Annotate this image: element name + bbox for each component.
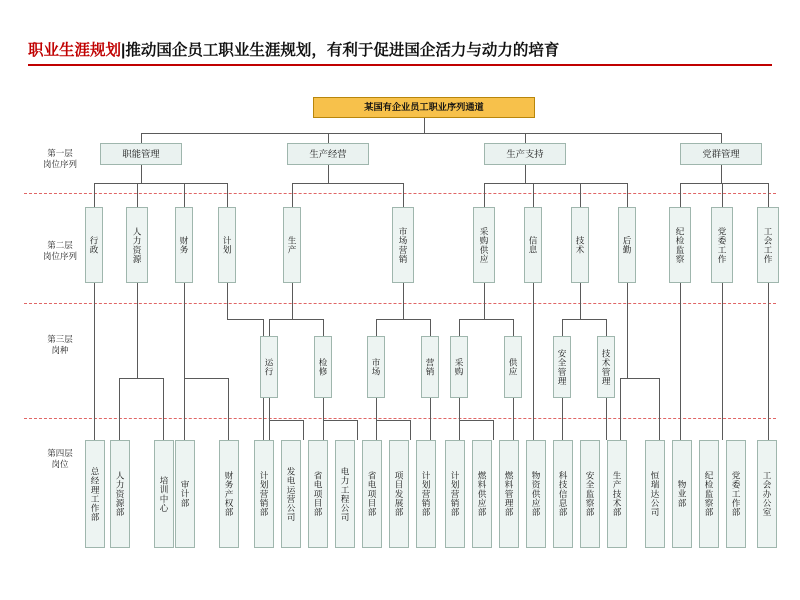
connector-l3-5-down <box>513 398 514 440</box>
level4-node-1[interactable]: 人力资源部 <box>110 440 130 548</box>
connector-to-l4-2 <box>163 378 164 440</box>
connector-l3-7-down <box>606 398 607 440</box>
level2-node-8[interactable]: 技术 <box>571 207 589 283</box>
level4-node-20[interactable]: 物业部 <box>672 440 692 548</box>
connector-l2-6-bus <box>459 319 513 320</box>
connector-l3-4-down <box>459 398 460 440</box>
connector-l2-4-down <box>292 283 293 319</box>
connector-l3-0-down <box>269 398 270 440</box>
connector-l1-1-down <box>328 165 329 183</box>
level-label-1: 第一层 岗位序列 <box>42 148 77 169</box>
page-title-highlight: 职业生涯规划 <box>28 42 122 59</box>
level3-node-0[interactable]: 运行 <box>260 336 278 398</box>
connector-l3-6-down <box>562 398 563 440</box>
connector-to-l2-2 <box>184 183 185 207</box>
level4-node-12[interactable]: 计划营销部 <box>445 440 465 548</box>
page-title-rest: 推动国企员工职业生涯规划，有利于促进国企活力与动力的培育 <box>125 42 560 59</box>
connector-l2-bus-d <box>680 183 768 184</box>
level2-node-0[interactable]: 行政 <box>85 207 103 283</box>
page-title <box>28 38 772 60</box>
connector-to-l2-6 <box>484 183 485 207</box>
connector-l2-1-bus <box>119 378 163 379</box>
level4-node-3[interactable]: 审计部 <box>175 440 195 548</box>
connector-l3-0-bus <box>269 420 303 421</box>
connector-l2-1-down <box>137 283 138 378</box>
page-title-separator: | <box>121 42 126 59</box>
connector-l2-9-bus <box>620 378 659 379</box>
level4-node-18[interactable]: 生产技术部 <box>607 440 627 548</box>
connector-to-l1-3 <box>721 133 722 143</box>
level4-node-17[interactable]: 安全监察部 <box>580 440 600 548</box>
connector-to-l3-1 <box>323 319 324 336</box>
level2-node-7[interactable]: 信息 <box>524 207 542 283</box>
level1-node-1[interactable]: 生产经营 <box>287 143 369 165</box>
connector-l2-7-pass <box>533 283 534 440</box>
connector-to-l3-4 <box>459 319 460 336</box>
level4-node-21[interactable]: 纪检监察部 <box>699 440 719 548</box>
level4-node-23[interactable]: 工会办公室 <box>757 440 777 548</box>
connector-to-l2-0 <box>94 183 95 207</box>
connector-to-l1-2 <box>525 133 526 143</box>
connector-to-l3-6 <box>562 319 563 336</box>
level3-node-4[interactable]: 采购 <box>450 336 468 398</box>
connector-l1-2-down <box>525 165 526 183</box>
level4-node-16[interactable]: 科技信息部 <box>553 440 573 548</box>
connector-to-l4-3 <box>184 378 185 440</box>
level4-node-19[interactable]: 恒瑞达公司 <box>645 440 665 548</box>
connector-to-l4-19 <box>620 378 621 440</box>
connector-l3-2-down <box>376 398 377 440</box>
connector-l2-2-down <box>184 283 185 378</box>
connector-to-l3-3 <box>430 319 431 336</box>
level-label-4: 第四层 岗位 <box>47 448 73 469</box>
connector-level1-bus <box>141 133 721 134</box>
connector-l2-bus-c <box>484 183 627 184</box>
connector-l2-bus-a <box>94 183 228 184</box>
level1-node-2[interactable]: 生产支持 <box>484 143 566 165</box>
connector-l2-0-pass <box>94 283 95 440</box>
connector-to-l2-5 <box>403 183 404 207</box>
connector-to-l3-5 <box>513 319 514 336</box>
connector-l3-1-down <box>323 398 324 440</box>
level2-node-10[interactable]: 纪检监察 <box>669 207 691 283</box>
level-label-3: 第三层 岗种 <box>47 334 73 355</box>
connector-to-l2-10 <box>680 183 681 207</box>
connector-l2-9-down <box>627 283 628 378</box>
level3-node-2[interactable]: 市场 <box>367 336 385 398</box>
level4-node-15[interactable]: 物资供应部 <box>526 440 546 548</box>
level1-node-0[interactable]: 职能管理 <box>100 143 182 165</box>
connector-to-l4-7 <box>303 420 304 440</box>
connector-to-l4-9 <box>357 420 358 440</box>
level4-node-0[interactable]: 总经理工作部 <box>85 440 105 548</box>
level4-node-10[interactable]: 项目发展部 <box>389 440 409 548</box>
connector-l2-11-pass <box>722 283 723 440</box>
title-underline <box>28 64 772 66</box>
connector-l3-3-down <box>430 398 431 440</box>
connector-root-down <box>424 117 425 133</box>
connector-to-l1-0 <box>141 133 142 143</box>
level4-node-13[interactable]: 燃料供应部 <box>472 440 492 548</box>
connector-to-l2-11 <box>722 183 723 207</box>
connector-l2-5-down <box>403 283 404 319</box>
level4-node-14[interactable]: 燃料管理部 <box>499 440 519 548</box>
connector-to-l3-0 <box>269 319 270 336</box>
connector-to-l4-14 <box>493 420 494 440</box>
level2-node-5[interactable]: 市场营销 <box>392 207 414 283</box>
level4-node-5[interactable]: 计划营销部 <box>254 440 274 548</box>
connector-to-l2-1 <box>137 183 138 207</box>
connector-l2-8-bus <box>562 319 606 320</box>
level4-node-9[interactable]: 省电项目部 <box>362 440 382 548</box>
level2-node-3[interactable]: 计划 <box>218 207 236 283</box>
connector-to-l2-7 <box>533 183 534 207</box>
connector-l2-6-down <box>484 283 485 319</box>
level2-node-1[interactable]: 人力资源 <box>126 207 148 283</box>
connector-l3-2-bus <box>376 420 410 421</box>
level3-node-6[interactable]: 安全管理 <box>553 336 571 398</box>
level3-node-3[interactable]: 营销 <box>421 336 439 398</box>
level2-node-11[interactable]: 党委工作 <box>711 207 733 283</box>
connector-l3-4-bus <box>459 420 493 421</box>
level3-node-5[interactable]: 供应 <box>504 336 522 398</box>
level2-node-4[interactable]: 生产 <box>283 207 301 283</box>
level2-node-12[interactable]: 工会工作 <box>757 207 779 283</box>
connector-to-l2-4 <box>292 183 293 207</box>
level4-node-22[interactable]: 党委工作部 <box>726 440 746 548</box>
connector-to-l2-8 <box>580 183 581 207</box>
level2-node-2[interactable]: 财务 <box>175 207 193 283</box>
level4-node-8[interactable]: 电力工程公司 <box>335 440 355 548</box>
connector-l2-3-down <box>227 283 228 319</box>
level2-node-6[interactable]: 采购供应 <box>473 207 495 283</box>
level3-node-7[interactable]: 技术管理 <box>597 336 615 398</box>
connector-to-l4-4 <box>228 378 229 440</box>
connector-l2-8-down <box>580 283 581 319</box>
connector-l1-0-down <box>141 165 142 183</box>
level-label-2: 第二层 岗位序列 <box>42 240 77 261</box>
connector-l2-10-pass <box>680 283 681 440</box>
connector-l2-2-bus <box>184 378 228 379</box>
level2-node-9[interactable]: 后勤 <box>618 207 636 283</box>
connector-l2-3-bus <box>227 319 263 320</box>
divider-level3-level4 <box>24 418 776 419</box>
connector-to-l4-1 <box>119 378 120 440</box>
connector-to-l2-3 <box>227 183 228 207</box>
connector-to-l3-7 <box>606 319 607 336</box>
connector-l1-3-down <box>721 165 722 183</box>
connector-l2-4-bus <box>269 319 323 320</box>
level4-node-7[interactable]: 省电项目部 <box>308 440 328 548</box>
connector-to-l2-9 <box>627 183 628 207</box>
connector-to-l2-12 <box>768 183 769 207</box>
connector-l2-bus-b <box>292 183 403 184</box>
level4-node-11[interactable]: 计划营销部 <box>416 440 436 548</box>
connector-to-l4-20 <box>659 378 660 440</box>
connector-l2-12-pass <box>768 283 769 440</box>
connector-l3-1-bus <box>323 420 357 421</box>
connector-to-l1-1 <box>328 133 329 143</box>
connector-to-l3-2 <box>376 319 377 336</box>
connector-l2-5-bus <box>376 319 430 320</box>
root-node[interactable]: 某国有企业员工职业序列通道 <box>313 97 535 118</box>
connector-to-l4-11 <box>410 420 411 440</box>
level3-node-1[interactable]: 检修 <box>314 336 332 398</box>
level4-node-4[interactable]: 财务产权部 <box>219 440 239 548</box>
level1-node-3[interactable]: 党群管理 <box>680 143 762 165</box>
level4-node-6[interactable]: 发电运营公司 <box>281 440 301 548</box>
level4-node-2[interactable]: 培训中心 <box>154 440 174 548</box>
